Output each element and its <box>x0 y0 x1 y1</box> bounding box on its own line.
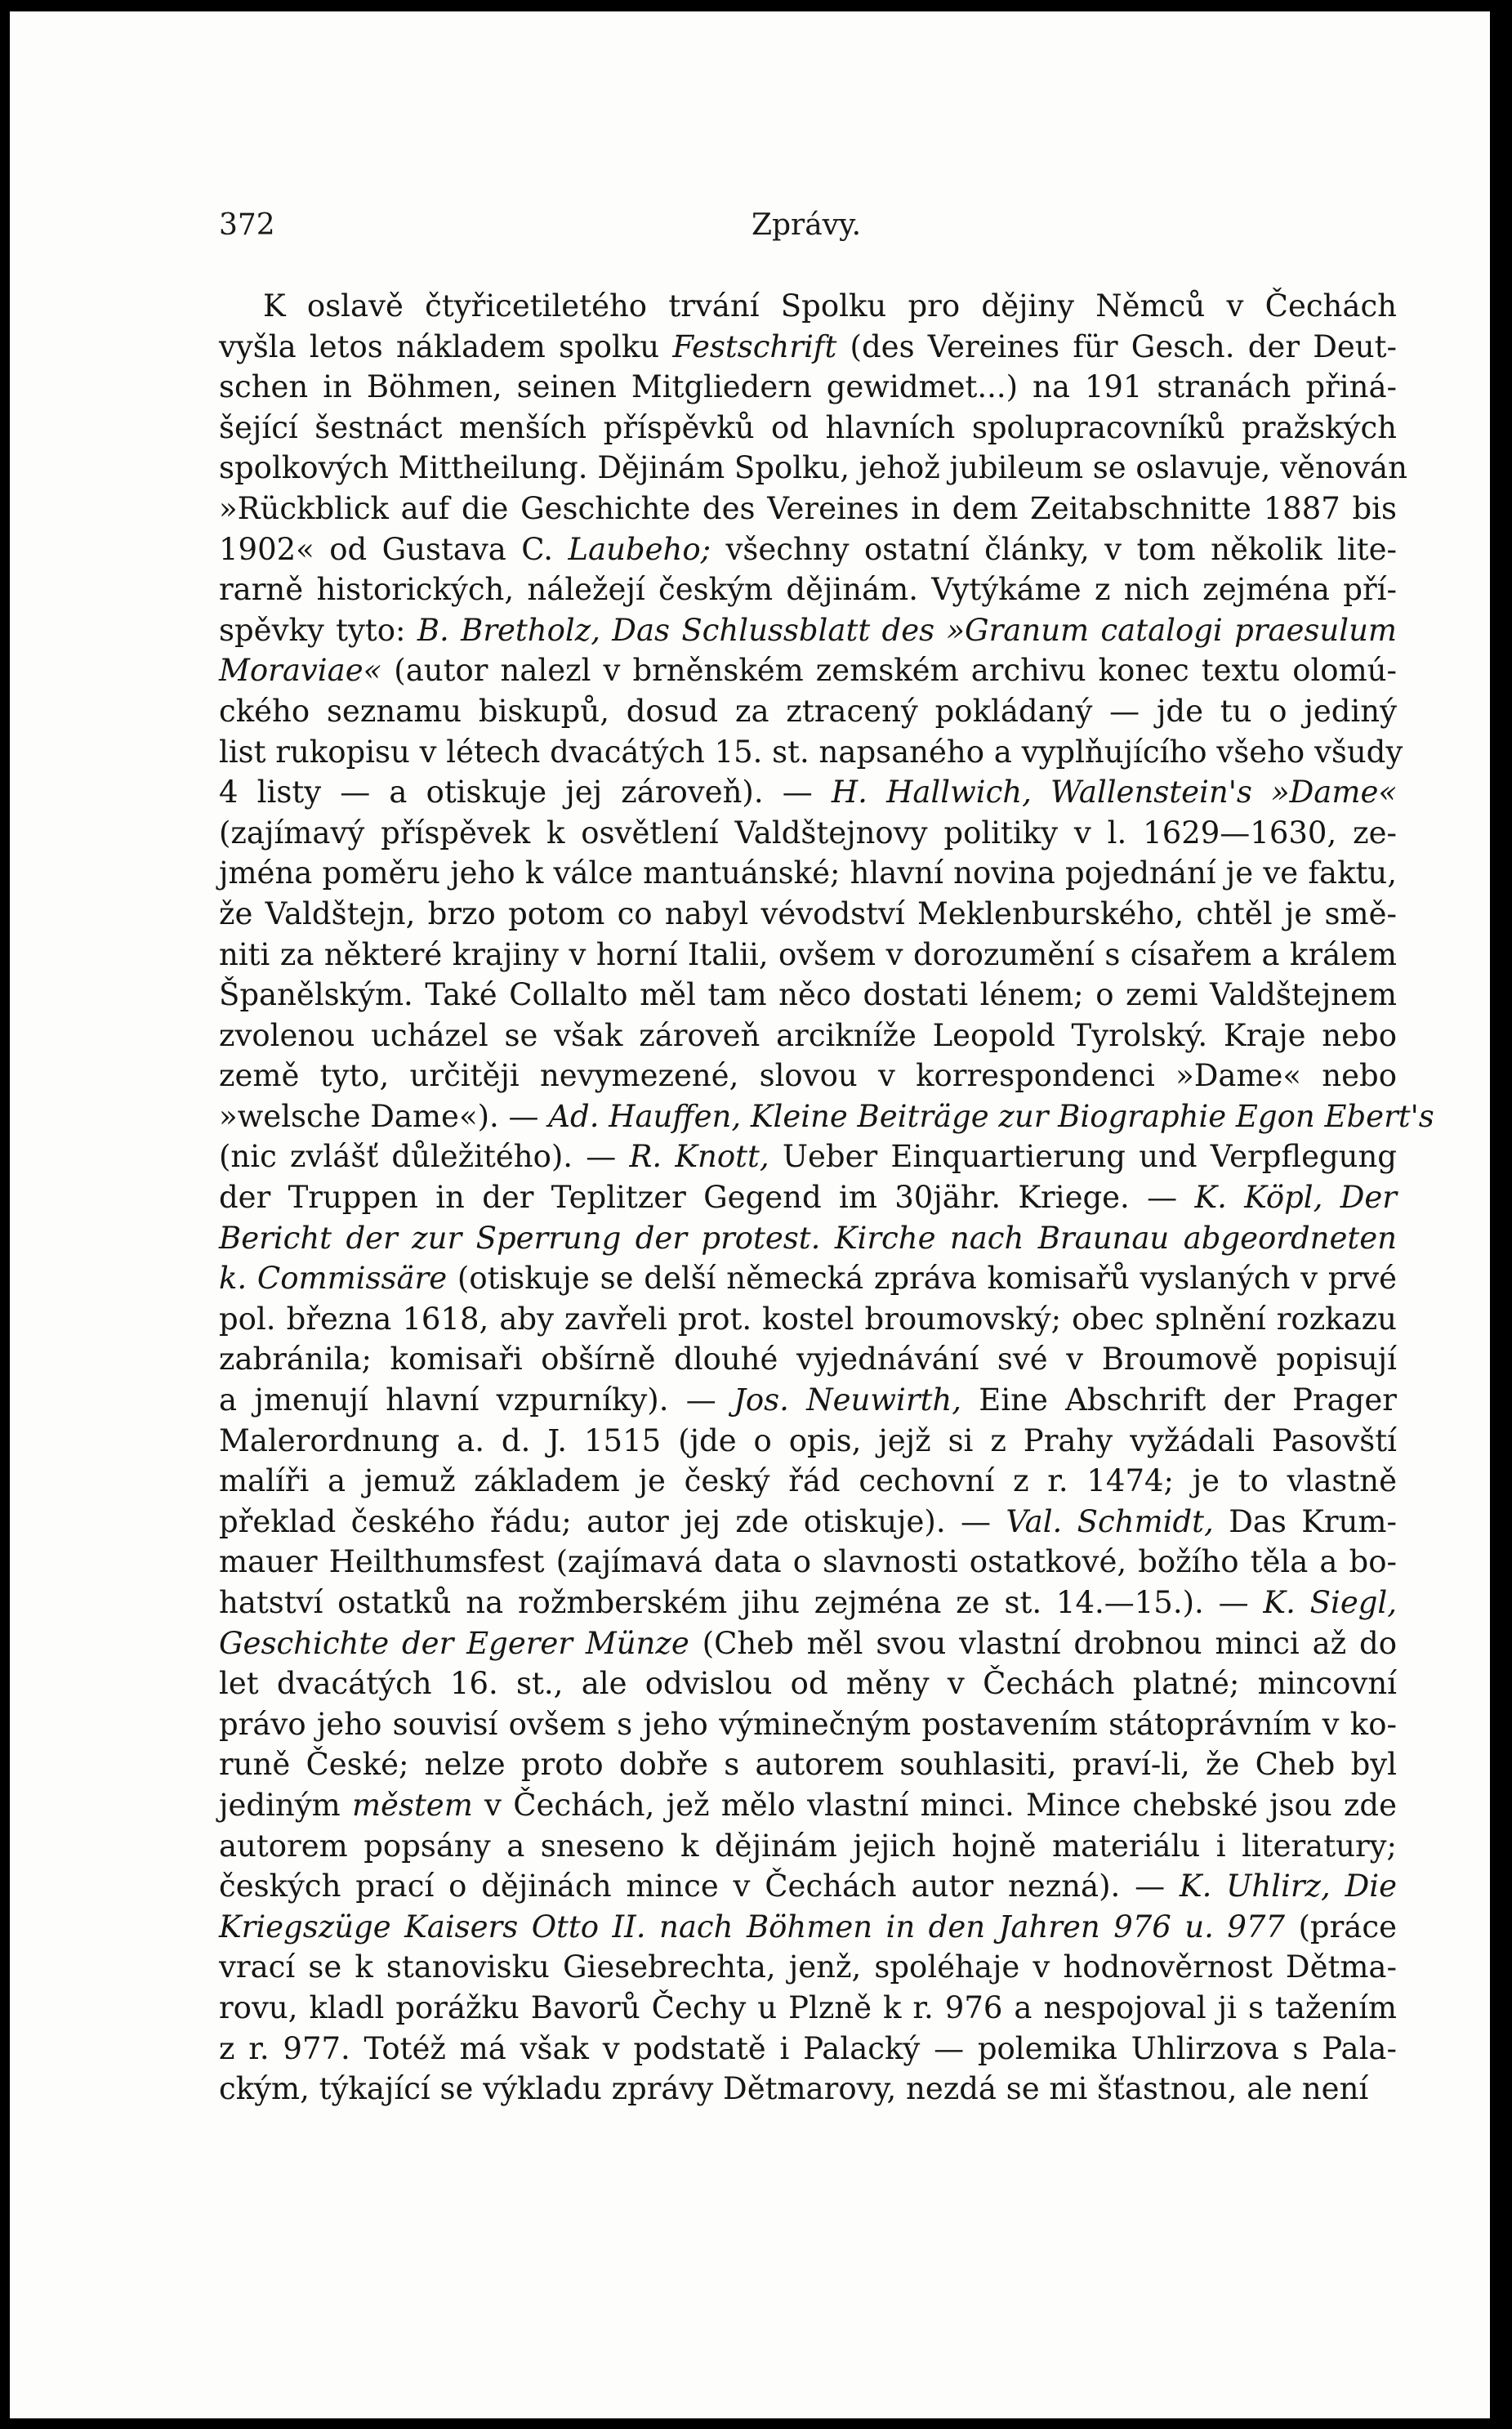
text-segment: českých prací o dějinách mince v Čechách autor nezná). — <box>219 1869 1180 1904</box>
text-segment: Eine Abschrift der Prager <box>961 1382 1397 1418</box>
text-segment: vrací se k stanovisku Giesebrechta, jenž, spoléhaje v hodnověrnost Dětma- <box>219 1949 1397 1985</box>
text-segment: právo jeho souvisí ovšem s jeho výminečným postavením státoprávním v ko- <box>219 1706 1397 1742</box>
text-segment: spolkových Mittheilung. Dějinám Spolku, jehož jubileum se oslavuje, věnován <box>219 450 1407 486</box>
text-segment: 4 listy — a otiskuje jej zároveň). — <box>219 775 832 810</box>
italic-text: Bericht der zur Sperrung der protest. Kirche nach Braunau abgeordneten <box>219 1220 1397 1256</box>
text-segment: rarně historických, náležejí českým dějinám. Vytýkáme z nich zejména pří- <box>219 572 1397 608</box>
text-segment: jména poměru jeho k válce mantuánské; hlavní novina pojednání je ve faktu, <box>219 855 1397 891</box>
text-segment: autorem popsány a sneseno k dějinám jejich hojně materiálu i literatury; <box>219 1828 1397 1864</box>
text-line <box>219 772 1397 813</box>
text-segment: ckým, týkající se výkladu zprávy Dětmarovy, nezdá se mi šťastnou, ale není <box>219 2071 1369 2107</box>
text-segment: let dvacátých 16. st., ale odvislou od měny v Čechách platné; mincovní <box>219 1666 1397 1702</box>
text-segment: (nic zvlášť důležitého). — <box>219 1139 630 1175</box>
text-segment: překlad českého řádu; autor jej zde otiskuje). — <box>219 1503 1006 1539</box>
text-line <box>219 1056 1397 1096</box>
text-line <box>219 1704 1397 1745</box>
italic-text: k. Commissäre <box>219 1261 448 1297</box>
text-segment: (otiskuje se delší německá zpráva komisařů vyslaných v prvé <box>447 1261 1397 1297</box>
text-line <box>219 1258 1397 1299</box>
text-line <box>219 650 1397 691</box>
text-segment: (des Vereines für Gesch. der Deut- <box>836 328 1397 364</box>
italic-text: městem <box>351 1787 473 1823</box>
text-line <box>219 1663 1397 1704</box>
text-segment: že Valdštejn, brzo potom co nabyl vévodství Meklenburského, chtěl je smě- <box>219 895 1397 931</box>
text-line <box>219 1136 1397 1177</box>
text-line <box>219 1542 1397 1583</box>
text-segment: všechny ostatní články, v tom několik lite- <box>711 531 1397 567</box>
text-line <box>219 569 1397 610</box>
text-line <box>219 1177 1397 1218</box>
text-line <box>219 489 1397 529</box>
page-header <box>219 208 1394 257</box>
text-line <box>219 529 1397 570</box>
italic-text: Ad. Hauffen, Kleine Beiträge zur Biographie Egon Ebert's <box>548 1098 1434 1134</box>
text-line <box>219 975 1397 1016</box>
italic-text: K. Siegl, <box>1263 1585 1397 1620</box>
scan-edge <box>1490 0 1512 2429</box>
text-segment: »Rückblick auf die Geschichte des Vereines in dem Zeitabschnitte 1887 bis <box>219 490 1397 526</box>
text-line <box>219 367 1397 408</box>
text-line <box>219 1380 1397 1421</box>
italic-text: B. Bretholz, Das Schlussblatt des »Granum catalogi praesulum <box>417 612 1397 648</box>
italic-text: K. Uhlirz, Die <box>1179 1869 1397 1904</box>
text-segment: Španělským. Také Collalto měl tam něco dostati lénem; o zemi Valdštejnem <box>219 977 1397 1013</box>
text-line <box>219 1299 1397 1340</box>
text-segment: 1902« od Gustava C. <box>219 531 569 567</box>
text-segment: z r. 977. Totéž má však v podstatě i Palacký — polemika Uhlirzova s Pala- <box>219 2030 1397 2066</box>
text-segment: (autor nalezl v brněnském zemském archivu konec textu olomú- <box>381 653 1397 689</box>
text-segment: a jmenují hlavní vzpurníky). — <box>219 1382 734 1418</box>
italic-text: R. Knott, <box>629 1139 769 1175</box>
text-line <box>219 1623 1397 1664</box>
italic-text: Val. Schmidt, <box>1006 1503 1214 1539</box>
text-segment: mauer Heilthumsfest (zajímavá data o slavnosti ostatkové, božího těla a bo- <box>219 1544 1397 1580</box>
text-line <box>219 732 1403 773</box>
text-segment: K oslavě čtyřicetiletého trvání Spolku pro dějiny Němců v Čechách <box>263 288 1397 324</box>
text-line <box>219 448 1407 489</box>
text-line <box>219 1096 1434 1137</box>
text-line <box>219 286 1397 327</box>
text-line <box>219 327 1397 368</box>
page-number: 372 <box>219 208 275 242</box>
text-line <box>219 2029 1397 2070</box>
text-segment: jediným <box>219 1787 352 1823</box>
text-line <box>219 1785 1397 1826</box>
text-line <box>219 1988 1397 2029</box>
text-line <box>219 1502 1397 1543</box>
text-line <box>219 1016 1397 1056</box>
text-segment: list rukopisu v létech dvacátých 15. st. napsaného a vyplňujícího všeho všudy <box>219 734 1403 770</box>
italic-text: Moraviae« <box>219 653 382 689</box>
text-segment: (Cheb měl svou vlastní drobnou minci až do <box>689 1625 1397 1661</box>
text-segment: šející šestnáct menších příspěvků od hlavních spolupracovníků pražských <box>219 409 1397 445</box>
article-body <box>219 286 1434 2110</box>
italic-text: Geschichte der Egerer Münze <box>219 1625 689 1661</box>
text-segment: vyšla letos nákladem spolku <box>219 328 673 364</box>
text-line <box>219 408 1397 449</box>
text-segment: Das Krum- <box>1213 1503 1398 1539</box>
text-line <box>219 1866 1397 1907</box>
text-line <box>219 813 1397 854</box>
text-segment: Malerordnung a. d. J. 1515 (jde o opis, jejž si z Prahy vyžádali Pasovští <box>219 1422 1397 1458</box>
text-segment: pol. března 1618, aby zavřeli prot. kostel broumovský; obec splnění rozkazu <box>219 1301 1397 1337</box>
italic-text: Jos. Neuwirth, <box>734 1382 961 1418</box>
text-line <box>219 610 1397 651</box>
text-segment: niti za některé krajiny v horní Italii, ovšem v dorozumění s císařem a králem <box>219 936 1397 972</box>
text-segment: der Truppen in der Teplitzer Gegend im 30jähr. Kriege. — <box>219 1180 1195 1216</box>
text-segment: rovu, kladl porážku Bavorů Čechy u Plzně k r. 976 a nespojoval ji s tažením <box>219 1989 1397 2025</box>
italic-text: Kriegszüge Kaisers Otto II. nach Böhmen in den Jahren 976 u. 977 <box>219 1909 1286 1945</box>
text-segment: schen in Böhmen, seinen Mitgliedern gewidmet...) na 191 stranách přiná- <box>219 369 1397 405</box>
italic-text: H. Hallwich, Wallenstein's »Dame« <box>831 775 1397 810</box>
text-line <box>219 691 1397 732</box>
text-line <box>219 853 1397 894</box>
text-line <box>219 1461 1397 1502</box>
text-line <box>219 2069 1397 2110</box>
text-segment: (práce <box>1285 1909 1397 1945</box>
italic-text: K. Köpl, Der <box>1194 1180 1397 1216</box>
text-segment: (zajímavý příspěvek k osvětlení Valdštejnovy politiky v l. 1629—1630, ze- <box>219 815 1397 851</box>
text-line <box>219 894 1397 935</box>
text-segment: zabránila; komisaři obšírně dlouhé vyjednávání své v Broumově popisují <box>219 1342 1397 1377</box>
text-segment: Ueber Einquartierung und Verpflegung <box>769 1139 1397 1175</box>
text-line <box>219 1421 1397 1462</box>
text-line <box>219 1947 1397 1988</box>
text-segment: zvolenou ucházel se však zároveň arcikníže Leopold Tyrolský. Kraje nebo <box>219 1017 1397 1053</box>
text-line <box>219 1339 1397 1380</box>
text-segment: malíři a jemuž základem je český řád cechovní z r. 1474; je to vlastně <box>219 1463 1397 1499</box>
italic-text: Festschrift <box>672 328 837 364</box>
text-segment: spěvky tyto: <box>219 612 417 648</box>
text-line <box>219 935 1397 976</box>
text-segment: v Čechách, jež mělo vlastní minci. Mince chebské jsou zde <box>472 1787 1397 1823</box>
text-line <box>219 1907 1397 1948</box>
text-segment: hatství ostatků na rožmberském jihu zejména ze st. 14.—15.). — <box>219 1585 1264 1620</box>
text-line <box>219 1744 1397 1785</box>
italic-text: Laubeho; <box>568 531 711 567</box>
text-segment: »welsche Dame«). — <box>219 1098 549 1134</box>
text-segment: ckého seznamu biskupů, dosud za ztracený pokládaný — jde tu o jediný <box>219 693 1397 729</box>
text-segment: runě České; nelze proto dobře s autorem souhlasiti, praví-li, že Cheb byl <box>219 1747 1397 1783</box>
running-head: Zprávy. <box>751 208 862 242</box>
text-line <box>219 1583 1397 1623</box>
text-line <box>219 1826 1397 1867</box>
text-line <box>219 1218 1397 1259</box>
text-segment: země tyto, určitěji nevymezené, slovou v korrespondenci »Dame« nebo <box>219 1058 1397 1094</box>
